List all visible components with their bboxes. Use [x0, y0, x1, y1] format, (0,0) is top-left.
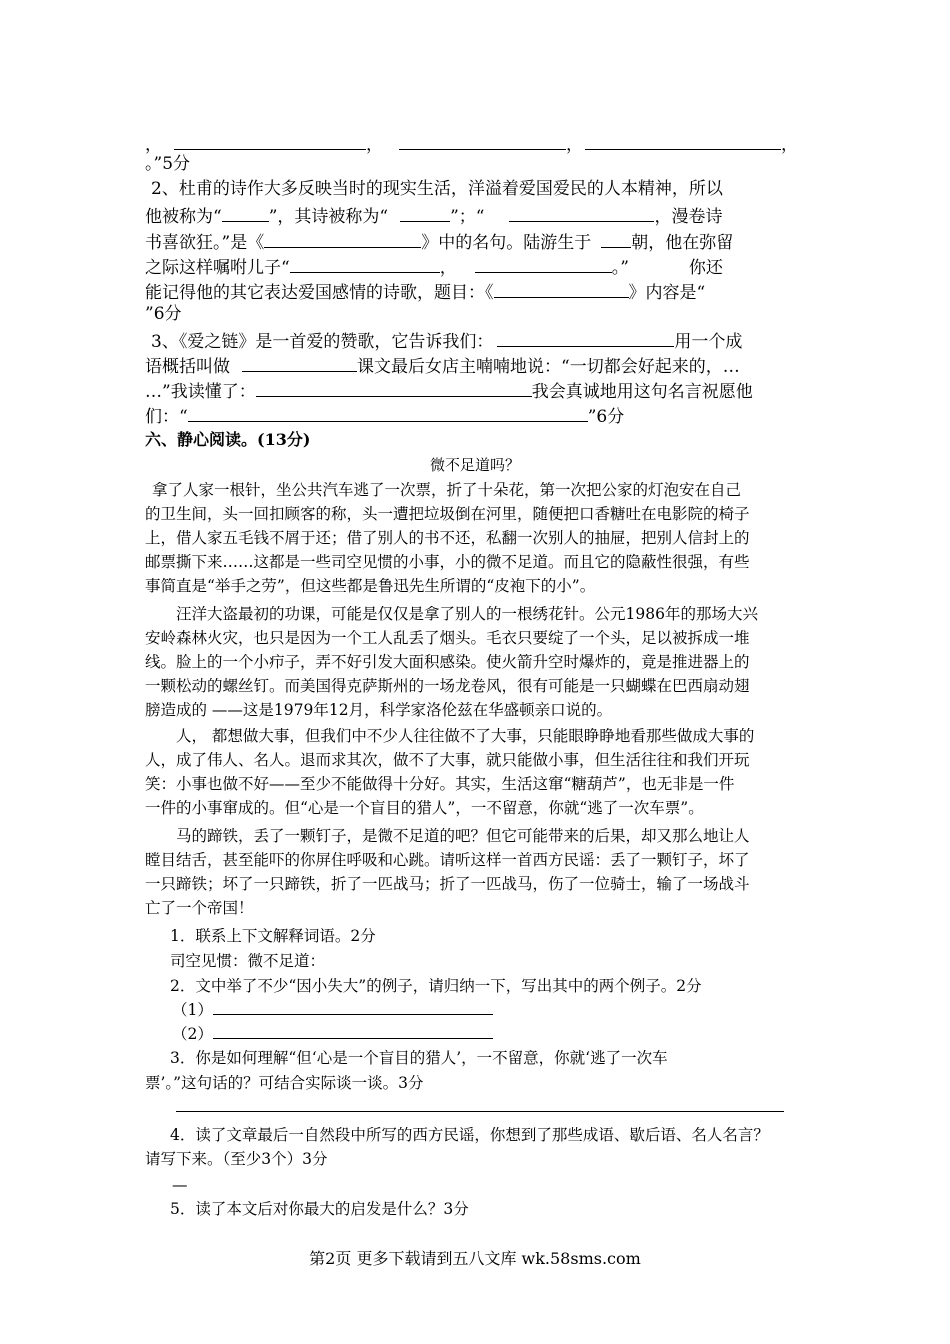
text: 语概括叫做	[145, 357, 230, 377]
answer-blank[interactable]	[213, 998, 493, 1015]
answer-blank[interactable]	[400, 203, 450, 222]
q3-line4	[145, 403, 810, 429]
text: 能记得他的其它表达爱国感情的诗歌，题目：《	[145, 283, 494, 303]
answer-line-short[interactable]: —	[172, 1176, 188, 1194]
question-4-line2: 请写下来。（至少3个）3分	[145, 1150, 328, 1168]
answer-line[interactable]	[176, 1111, 784, 1112]
text-line: 瞠目结舌，甚至能吓的你屏住呼吸和心跳。请听这样一首西方民谣：丢了一颗钉子，坏了	[145, 851, 750, 869]
text: 我会真诚地用这句名言祝愿他	[531, 382, 753, 402]
question-2-item-2	[172, 1022, 837, 1046]
question-3-line1: 3．你是如何理解“但‘心是一个盲目的猎人’，一不留意，你就‘逃了一次车	[170, 1049, 668, 1067]
answer-blank[interactable]	[242, 353, 357, 372]
punct: ，	[366, 135, 383, 155]
question-3-line2: 票’。”这句话的？可结合实际谈一谈。3分	[145, 1074, 424, 1092]
answer-blank[interactable]	[494, 279, 629, 298]
text: （1）	[172, 1001, 213, 1019]
text-line: 一只蹄铁；坏了一只蹄铁，折了一匹战马；折了一匹战马，伤了一位骑士，输了一场战斗	[145, 875, 750, 893]
section-heading: 六、静心阅读。(13分)	[145, 430, 311, 449]
question-1: 1．联系上下文解释词语。2分	[170, 927, 376, 945]
answer-blank[interactable]	[497, 328, 674, 347]
answer-blank[interactable]	[174, 131, 366, 150]
text-line: 邮票撕下来……这都是一些司空见惯的小事，小的微不足道。而且它的隐蔽性很强，有些	[145, 553, 750, 571]
q2-line4	[145, 254, 810, 280]
text: 。”	[611, 258, 629, 278]
answer-blank[interactable]	[256, 378, 532, 397]
answer-blank[interactable]	[475, 254, 612, 273]
answer-blank[interactable]	[290, 254, 440, 273]
text: ”；“	[450, 207, 485, 227]
text: ，漫卷诗	[654, 207, 723, 227]
question-5: 5．读了本文后对你最大的启发是什么？3分	[170, 1200, 469, 1218]
text-line: 人， 都想做大事，但我们中不少人往往做不了大事，只能眼睁睁地看那些做成大事的	[176, 727, 755, 745]
q2-line3	[145, 229, 810, 255]
question-2: 2．文中举了不少“因小失大”的例子，请归纳一下，写出其中的两个例子。2分	[170, 977, 702, 995]
punct: ，	[781, 135, 798, 155]
q3-line3	[145, 378, 810, 404]
q5-tail-line2: 。”5分	[145, 154, 191, 174]
text: 之际这样嘱咐儿子“	[145, 258, 290, 278]
text: 你还	[688, 258, 723, 278]
q2-line2	[145, 203, 810, 229]
text: 》内容是“	[628, 283, 706, 303]
answer-blank[interactable]	[213, 1022, 493, 1039]
question-4-line1: 4．读了文章最后一自然段中所写的西方民谣，你想到了那些成语、歇后语、名人名言？	[170, 1126, 769, 1144]
text: …”我读懂了：	[145, 382, 256, 402]
text-line: 上，借人家五毛钱不屑于还；借了别人的书不还，私翻一次别人的抽屉，把别人信封上的	[145, 529, 750, 547]
text: 3、《爱之链》是一首爱的赞歌，它告诉我们：	[151, 332, 494, 352]
text: 》中的名句。陆游生于	[421, 233, 592, 253]
text-line: 亡了一个帝国！	[145, 899, 254, 917]
q3-line1	[151, 328, 811, 354]
text-line: 膀造成的 ——这是1979年12月，科学家洛伦兹在华盛顿亲口说的。	[145, 701, 613, 719]
text: 用一个成	[674, 332, 743, 352]
text: 他被称为“	[145, 207, 222, 227]
answer-blank[interactable]	[399, 131, 566, 150]
text: 们：“	[145, 407, 188, 427]
question-2-item-1	[172, 998, 837, 1022]
answer-blank[interactable]	[264, 229, 421, 248]
answer-blank[interactable]	[601, 229, 631, 248]
text: （2）	[172, 1025, 213, 1043]
text-line: 的卫生间，头一回扣顾客的称，头一遭把垃圾倒在河里，随便把口香糖吐在电影院的椅子	[145, 505, 750, 523]
text: 书喜欲狂。”是《	[145, 233, 265, 253]
text: ，	[439, 258, 457, 278]
punct: ，	[145, 135, 162, 155]
text: 朝，他在弥留	[631, 233, 734, 253]
answer-blank[interactable]	[222, 203, 269, 222]
answer-blank[interactable]	[585, 131, 781, 150]
q2-line6: ”6分	[145, 304, 182, 324]
question-1-sub: 司空见惯：微不足道：	[170, 952, 326, 970]
answer-blank[interactable]	[188, 403, 588, 422]
text: ”，其诗被称为“	[268, 207, 389, 227]
text-line: 马的蹄铁，丢了一颗钉子，是微不足道的吧？但它可能带来的后果，却又那么地让人	[176, 827, 750, 845]
text-line: 一颗松动的螺丝钉。而美国得克萨斯州的一场龙卷风，很有可能是一只蝴蝶在巴西扇动翅	[145, 677, 750, 695]
text-line: 汪洋大盗最初的功课，可能是仅仅是拿了别人的一根绣花针。公元1986年的那场大兴	[176, 605, 758, 623]
page-footer: 第2页 更多下载请到五八文库 wk.58sms.com	[309, 1249, 641, 1268]
text-line: 拿了人家一根针，坐公共汽车逃了一次票，折了十朵花，第一次把公家的灯泡安在自己	[152, 481, 742, 499]
text: 课文最后女店主喃喃地说：“一切都会好起来的，…	[357, 357, 740, 377]
q3-line2	[145, 353, 810, 379]
answer-blank[interactable]	[509, 203, 654, 222]
text-line: 安岭森林火灾，也只是因为一个工人乱丢了烟头。毛衣只要绽了一个头，足以被拆成一堆	[145, 629, 750, 647]
text: ”6分	[587, 407, 625, 427]
text-line: 笑：小事也做不好——至少不能做得十分好。其实，生活这窜“糖葫芦”，也无非是一件	[145, 775, 735, 793]
q2-line1: 2、杜甫的诗作大多反映当时的现实生活，洋溢着爱国爱民的人本精神，所以	[151, 179, 723, 199]
article-title: 微不足道吗？	[429, 456, 520, 474]
text-line: 一件的小事窜成的。但“心是一个盲目的猎人”，一不留意，你就“逃了一次车票”。	[145, 799, 704, 817]
punct: ，	[566, 135, 583, 155]
text-line: 线。脸上的一个小疖子，弄不好引发大面积感染。使火箭升空时爆炸的，竟是推进器上的	[145, 653, 750, 671]
text-line: 人，成了伟人、名人。退而求其次，做不了大事，就只能做小事，但生活往往和我们开玩	[145, 751, 750, 769]
text-line: 事简直是“举手之劳”，但这些都是鲁迅先生所谓的“皮袍下的小”。	[145, 577, 596, 595]
